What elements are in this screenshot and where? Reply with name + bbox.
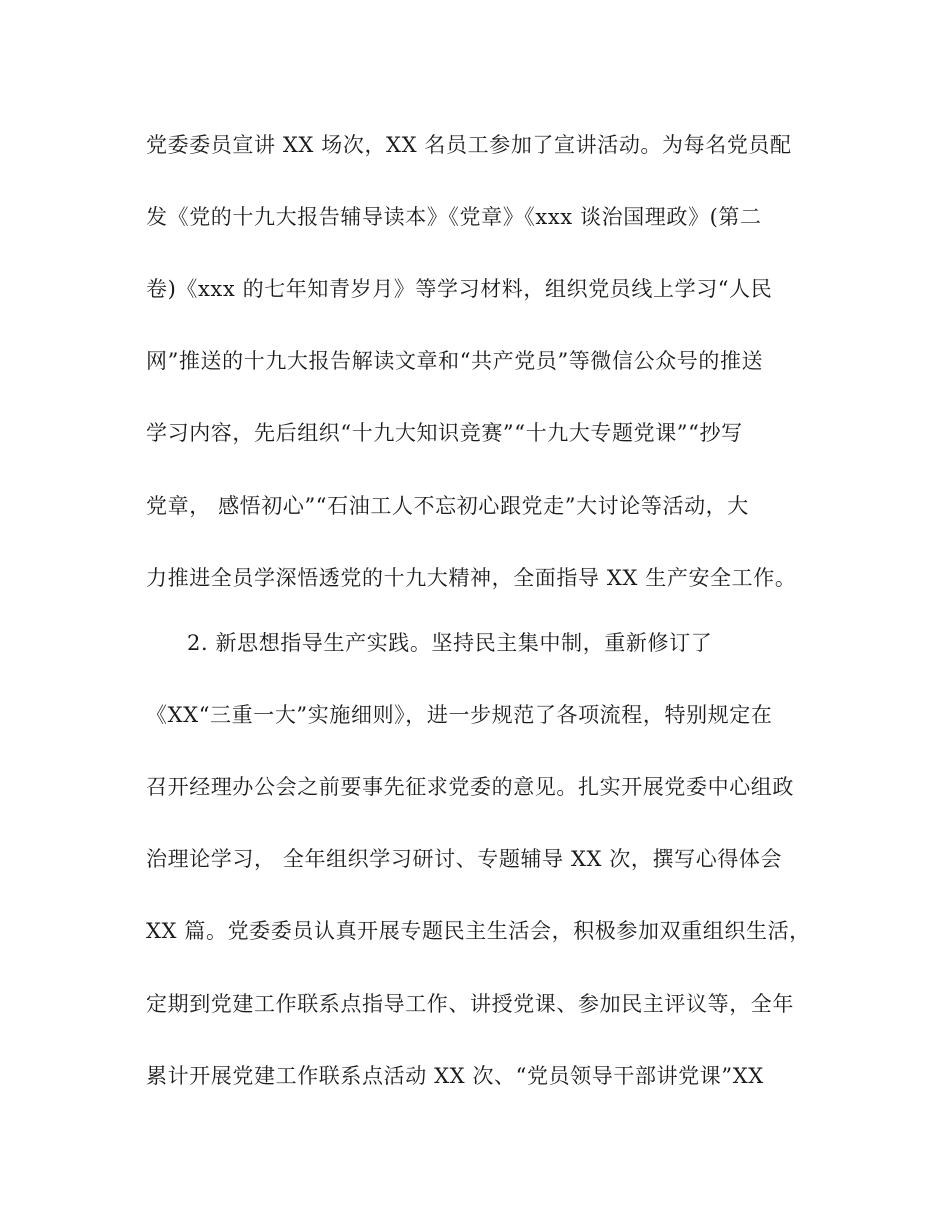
numbered-paragraph-start: 2. 新思想指导生产实践。坚持民主集中制，重新修订了	[187, 631, 713, 655]
paragraph-line: 治理论学习， 全年组织学习研讨、专题辅导 XX 次，撰写心得体会	[146, 847, 783, 871]
paragraph-line: 网”推送的十九大报告解读文章和“共产党员”等微信公众号的推送	[146, 349, 764, 373]
paragraph-line: 卷)《xxx 的七年知青岁月》等学习材料，组织党员线上学习“人民	[146, 277, 773, 301]
paragraph-line: XX 篇。党委委员认真开展专题民主生活会，积极参加双重组织生活，	[146, 919, 811, 943]
paragraph-line: 发《党的十九大报告辅导读本》《党章》《xxx 谈治国理政》(第二	[146, 205, 762, 229]
paragraph-line: 党章， 感悟初心”“石油工人不忘初心跟党走”大讨论等活动，大	[146, 494, 749, 518]
paragraph-line: 学习内容，先后组织“十九大知识竞赛”“十九大专题党课”“抄写	[146, 421, 743, 445]
paragraph-line: 定期到党建工作联系点指导工作、讲授党课、参加民主评议等，全年	[146, 992, 794, 1016]
paragraph-line: 召开经理办公会之前要事先征求党委的意见。扎实开展党委中心组政	[146, 775, 794, 799]
paragraph-line: 累计开展党建工作联系点活动 XX 次、“党员领导干部讲党课”XX	[146, 1064, 764, 1088]
paragraph-line: 力推进全员学深悟透党的十九大精神，全面指导 XX 生产安全工作。	[146, 566, 797, 590]
paragraph-line: 《XX“三重一大”实施细则》，进一步规范了各项流程，特别规定在	[146, 703, 773, 727]
paragraph-line: 党委委员宣讲 XX 场次，XX 名员工参加了宣讲活动。为每名党员配	[146, 133, 792, 157]
